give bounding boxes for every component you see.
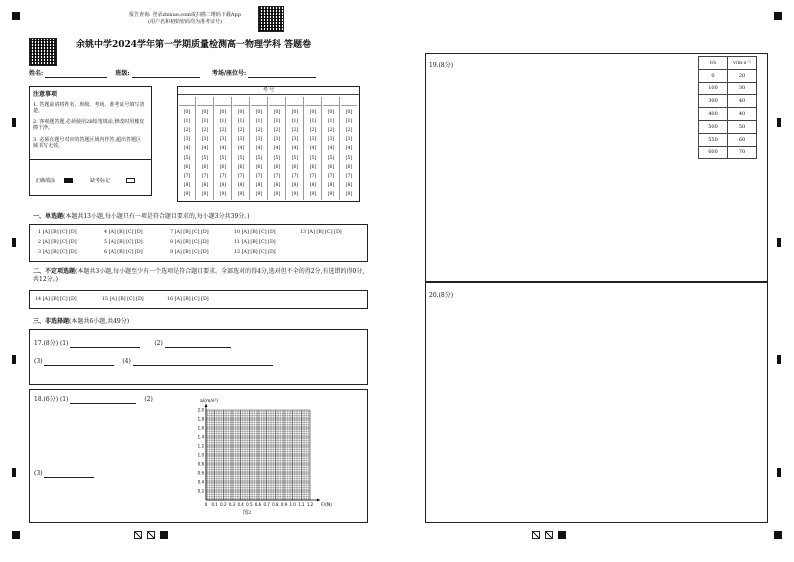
exam-digit-bubble[interactable]: [7] xyxy=(291,173,299,179)
exam-digit-bubble[interactable]: [4] xyxy=(309,146,317,152)
exam-digit-bubble[interactable]: [7] xyxy=(219,173,227,179)
exam-digit-bubble[interactable]: [6] xyxy=(309,164,317,170)
exam-digit-bubble[interactable]: [9] xyxy=(183,191,191,197)
exam-digit-bubble[interactable]: [6] xyxy=(219,164,227,170)
q19-data-table xyxy=(698,56,757,159)
exam-digit-bubble[interactable]: [3] xyxy=(309,137,317,143)
exam-digit-bubble[interactable]: [1] xyxy=(327,119,335,125)
exam-digit-bubble[interactable]: [4] xyxy=(201,146,209,152)
choice-group[interactable]: 14 [A] [B] [C] [D] xyxy=(35,297,77,302)
registration-mark xyxy=(12,238,16,247)
x-tick-label: 0.7 xyxy=(263,502,270,507)
registration-mark xyxy=(777,468,781,477)
exam-digit-bubble[interactable]: [3] xyxy=(201,137,209,143)
correct-fill-label: 正确填涂 xyxy=(35,178,56,184)
exam-number-column xyxy=(341,97,357,200)
exam-number-column xyxy=(305,97,322,200)
exam-digit-bubble[interactable]: [4] xyxy=(183,146,191,152)
exam-digit-bubble[interactable]: [0] xyxy=(255,110,263,115)
exam-digit-bubble[interactable]: [9] xyxy=(237,191,245,197)
exam-digit-bubble[interactable]: [7] xyxy=(273,173,281,179)
section1-desc: (本题共13小题,每小题只有一项是符合题目要求的,每小题3分共39分。) xyxy=(63,213,250,220)
timing-mark xyxy=(160,531,168,539)
exam-digit-bubble[interactable]: [3] xyxy=(219,137,227,143)
notice-item: 2. 客观题答题,必须使用2B铅笔填涂,修改时用橡皮擦干净。 xyxy=(33,119,145,131)
table-row xyxy=(699,82,757,95)
section1-heading: 一、单选题 xyxy=(33,213,64,220)
exam-digit-bubble[interactable]: [1] xyxy=(237,119,245,125)
section2-header xyxy=(33,268,368,284)
exam-number-column xyxy=(197,97,214,200)
table-cell: 500 xyxy=(699,120,728,133)
exam-digit-bubble[interactable]: [6] xyxy=(237,164,245,170)
exam-digit-bubble[interactable]: [9] xyxy=(219,191,227,197)
exam-digit-bubble[interactable]: [0] xyxy=(345,110,353,115)
x-tick-label: 0.9 xyxy=(280,502,288,507)
registration-mark xyxy=(774,531,782,539)
exam-digit-bubble[interactable]: [0] xyxy=(183,110,191,115)
qr-code-top xyxy=(258,6,284,32)
y-tick-label: 2.0 xyxy=(197,407,204,413)
table-header-cell: v/m·s⁻¹ xyxy=(728,57,757,70)
figure-caption: 图2 xyxy=(243,510,252,516)
exam-digit-bubble[interactable]: [6] xyxy=(291,164,299,170)
x-tick-label: 0.1 xyxy=(211,502,218,507)
exam-digit-bubble[interactable]: [5] xyxy=(345,155,353,161)
registration-mark xyxy=(12,531,20,539)
q19-label: 19.(8分) xyxy=(429,62,454,69)
exam-number-write-box[interactable] xyxy=(197,97,213,106)
exam-digit-bubble[interactable]: [9] xyxy=(291,191,299,197)
q17-part2-label: (2) xyxy=(154,340,163,347)
timing-mark xyxy=(558,531,566,539)
table-row xyxy=(699,108,757,121)
exam-digit-bubble[interactable]: [1] xyxy=(273,119,281,125)
choice-group[interactable]: 5 [A] [B] [C] [D] xyxy=(104,240,143,245)
exam-number-write-box[interactable] xyxy=(269,97,285,106)
q17-row1 xyxy=(34,340,231,348)
choice-group[interactable]: 12 [A] [B] [C] [D] xyxy=(234,250,276,255)
exam-digit-bubble[interactable]: [6] xyxy=(255,164,263,170)
name-label: 姓名: xyxy=(29,70,44,77)
exam-digit-bubble[interactable]: [5] xyxy=(273,155,281,161)
exam-digit-bubble[interactable]: [8] xyxy=(309,182,317,188)
exam-digit-bubble[interactable]: [2] xyxy=(237,128,245,134)
exam-digit-bubble[interactable]: [9] xyxy=(201,191,209,197)
header-line-1: 报告查询: 登录zhixue.com或扫描二维码下载App xyxy=(129,12,241,18)
y-tick-label: 1.6 xyxy=(197,425,204,431)
q18-part3-field[interactable] xyxy=(44,477,94,478)
exam-digit-bubble[interactable]: [3] xyxy=(291,137,299,143)
exam-digit-bubble[interactable]: [3] xyxy=(255,137,263,143)
exam-digit-bubble[interactable]: [9] xyxy=(327,191,335,197)
exam-digit-bubble[interactable]: [4] xyxy=(255,146,263,152)
exam-number-write-box[interactable] xyxy=(251,97,267,106)
exam-digit-bubble[interactable]: [9] xyxy=(345,191,353,197)
table-row xyxy=(699,120,757,133)
table-cell: 20 xyxy=(728,69,757,82)
exam-digit-bubble[interactable]: [5] xyxy=(291,155,299,161)
q17-answer-box xyxy=(29,329,368,385)
choice-group[interactable]: 11 [A] [B] [C] [D] xyxy=(234,240,276,245)
section1-header xyxy=(33,213,250,221)
registration-mark xyxy=(12,12,20,20)
exam-digit-bubble[interactable]: [2] xyxy=(345,128,353,134)
table-row xyxy=(699,146,757,159)
exam-digit-bubble[interactable]: [2] xyxy=(327,128,335,134)
graph-paper-chart xyxy=(190,395,330,520)
section3-heading: 三、非选择题 xyxy=(33,318,70,325)
x-tick-label: 0 xyxy=(204,502,208,507)
exam-digit-bubble[interactable]: [9] xyxy=(255,191,263,197)
exam-digit-bubble[interactable]: [3] xyxy=(183,137,191,143)
registration-mark xyxy=(12,468,16,477)
table-header-row xyxy=(699,57,757,70)
missing-mark-box[interactable] xyxy=(126,178,135,183)
exam-digit-bubble[interactable]: [8] xyxy=(183,182,191,188)
exam-digit-bubble[interactable]: [8] xyxy=(255,182,263,188)
missing-mark-label: 缺考标记 xyxy=(90,178,111,184)
exam-digit-bubble[interactable]: [7] xyxy=(183,173,191,179)
info-row xyxy=(29,70,316,78)
q20-answer-box xyxy=(425,282,768,523)
exam-digit-bubble[interactable]: [4] xyxy=(327,146,335,152)
choice-group[interactable]: 15 [A] [B] [C] [D] xyxy=(102,297,144,302)
exam-number-column xyxy=(215,97,232,200)
section2-desc: (本题共3小题,每小题至少有一个选项是符合题目要求。全部选对的得4分,选对但不全的得2分,有选错的得0分,共12分。) xyxy=(33,268,365,283)
exam-digit-bubble[interactable]: [8] xyxy=(237,182,245,188)
q18-part1-label: (1) xyxy=(59,396,69,403)
exam-digit-bubble[interactable]: [6] xyxy=(345,164,353,170)
y-tick-label: 0.6 xyxy=(197,470,204,476)
exam-digit-bubble[interactable]: [1] xyxy=(291,119,299,125)
choice-group[interactable]: 10 [A] [B] [C] [D] xyxy=(234,230,276,235)
exam-digit-bubble[interactable]: [0] xyxy=(201,110,209,115)
table-cell: 0 xyxy=(699,69,728,82)
exam-number-column xyxy=(269,97,286,200)
timing-mark xyxy=(545,531,553,539)
q17-part1-field[interactable] xyxy=(70,347,140,348)
exam-digit-bubble[interactable]: [8] xyxy=(201,182,209,188)
table-row xyxy=(699,95,757,108)
q18-row1 xyxy=(34,396,153,404)
exam-digit-bubble[interactable]: [0] xyxy=(219,110,227,115)
exam-digit-bubble[interactable]: [4] xyxy=(291,146,299,152)
exam-digit-bubble[interactable]: [2] xyxy=(183,128,191,134)
exam-digit-bubble[interactable]: [5] xyxy=(327,155,335,161)
exam-number-write-box[interactable] xyxy=(287,97,303,106)
exam-digit-bubble[interactable]: [8] xyxy=(345,182,353,188)
section2-heading: 二、不定项选题 xyxy=(33,268,76,275)
choice-group[interactable]: 9 [A] [B] [C] [D] xyxy=(170,250,209,255)
notice-title: 注意事项 xyxy=(33,91,58,98)
x-tick-label: 1.2 xyxy=(306,502,314,507)
exam-digit-bubble[interactable]: [7] xyxy=(255,173,263,179)
x-axis-arrow xyxy=(317,499,320,502)
exam-grid-divider xyxy=(178,94,359,95)
exam-digit-bubble[interactable]: [6] xyxy=(327,164,335,170)
registration-mark xyxy=(12,118,16,127)
class-field[interactable] xyxy=(132,77,200,78)
choice-group[interactable]: 7 [A] [B] [C] [D] xyxy=(170,230,209,235)
exam-digit-bubble[interactable]: [2] xyxy=(201,128,209,134)
exam-digit-bubble[interactable]: [5] xyxy=(255,155,263,161)
table-cell: 550 xyxy=(699,133,728,146)
exam-digit-bubble[interactable]: [1] xyxy=(255,119,263,125)
choice-group[interactable]: 1 [A] [B] [C] [D] xyxy=(38,230,77,235)
exam-digit-bubble[interactable]: [2] xyxy=(273,128,281,134)
exam-digit-bubble[interactable]: [4] xyxy=(219,146,227,152)
exam-digit-bubble[interactable]: [7] xyxy=(201,173,209,179)
exam-digit-bubble[interactable]: [8] xyxy=(219,182,227,188)
choice-group[interactable]: 6 [A] [B] [C] [D] xyxy=(104,250,143,255)
exam-digit-bubble[interactable]: [4] xyxy=(345,146,353,152)
x-tick-label: 0.8 xyxy=(272,502,279,507)
x-tick-label: 0.3 xyxy=(228,502,236,507)
table-row xyxy=(699,69,757,82)
table-cell: 100 xyxy=(699,82,728,95)
x-tick-label: 0.2 xyxy=(220,502,227,507)
exam-number-write-box[interactable] xyxy=(305,97,321,106)
exam-digit-bubble[interactable]: [5] xyxy=(183,155,191,161)
exam-digit-bubble[interactable]: [1] xyxy=(309,119,317,125)
exam-digit-bubble[interactable]: [0] xyxy=(309,110,317,115)
exam-digit-bubble[interactable]: [6] xyxy=(183,164,191,170)
exam-digit-bubble[interactable]: [7] xyxy=(345,173,353,179)
header-line-2: (用户名和初始密码均为准考证号) xyxy=(148,19,222,25)
exam-digit-bubble[interactable]: [1] xyxy=(201,119,209,125)
exam-digit-bubble[interactable]: [5] xyxy=(309,155,317,161)
notice-item: 1. 答题前请将姓名、班级、考场、准考证号填写清楚。 xyxy=(33,102,145,114)
section3-header xyxy=(33,318,129,326)
table-cell: 60 xyxy=(728,133,757,146)
choice-group[interactable]: 8 [A] [B] [C] [D] xyxy=(170,240,209,245)
class-label: 班级: xyxy=(115,70,130,77)
q17-part1-label: (1) xyxy=(59,340,69,347)
y-tick-label: 1.0 xyxy=(197,452,204,458)
table-cell: 70 xyxy=(728,146,757,159)
q18-part2-label: (2) xyxy=(144,396,153,403)
choice-group[interactable]: 13 [A] [B] [C] [D] xyxy=(300,230,342,235)
exam-digit-bubble[interactable]: [9] xyxy=(273,191,281,197)
seat-field[interactable] xyxy=(248,77,316,78)
y-tick-label: 0.8 xyxy=(197,461,204,467)
exam-digit-bubble[interactable]: [2] xyxy=(291,128,299,134)
qr-code-left xyxy=(29,38,57,66)
exam-number-column xyxy=(233,97,250,200)
exam-digit-bubble[interactable]: [3] xyxy=(345,137,353,143)
y-tick-label: 0.4 xyxy=(197,479,204,485)
exam-number-column xyxy=(287,97,304,200)
table-cell: 400 xyxy=(699,108,728,121)
exam-number-title: 考 号 xyxy=(262,87,275,93)
x-tick-label: 0.5 xyxy=(246,502,253,507)
table-cell: 600 xyxy=(699,146,728,159)
y-tick-label: 1.8 xyxy=(197,416,204,422)
notice-divider xyxy=(30,159,151,160)
exam-digit-bubble[interactable]: [9] xyxy=(309,191,317,197)
exam-digit-bubble[interactable]: [8] xyxy=(291,182,299,188)
q17-part4-label: (4) xyxy=(122,358,131,365)
section3-desc: (本题共6小题,共49分) xyxy=(69,318,130,325)
table-cell: 30 xyxy=(728,82,757,95)
exam-digit-bubble[interactable]: [5] xyxy=(219,155,227,161)
exam-digit-bubble[interactable]: [0] xyxy=(237,110,245,115)
exam-digit-bubble[interactable]: [1] xyxy=(345,119,353,125)
exam-number-write-box[interactable] xyxy=(323,97,339,106)
registration-mark xyxy=(777,238,781,247)
exam-number-write-box[interactable] xyxy=(341,97,357,106)
exam-number-column xyxy=(323,97,340,200)
exam-digit-bubble[interactable]: [1] xyxy=(183,119,191,125)
exam-number-write-box[interactable] xyxy=(215,97,231,106)
exam-digit-bubble[interactable]: [3] xyxy=(327,137,335,143)
q17-part3-field[interactable] xyxy=(44,365,114,366)
seat-label: 考场/座位号: xyxy=(211,70,247,77)
exam-digit-bubble[interactable]: [2] xyxy=(255,128,263,134)
exam-digit-bubble[interactable]: [7] xyxy=(327,173,335,179)
y-tick-label: 0.2 xyxy=(197,488,204,494)
table-cell: 50 xyxy=(728,120,757,133)
registration-mark xyxy=(12,355,16,364)
exam-digit-bubble[interactable]: [0] xyxy=(291,110,299,115)
table-cell: 40 xyxy=(728,95,757,108)
exam-digit-bubble[interactable]: [2] xyxy=(309,128,317,134)
q17-row2 xyxy=(34,358,273,366)
exam-digit-bubble[interactable]: [8] xyxy=(273,182,281,188)
exam-digit-bubble[interactable]: [1] xyxy=(219,119,227,125)
y-tick-label: 1.2 xyxy=(197,443,204,449)
exam-digit-bubble[interactable]: [0] xyxy=(327,110,335,115)
q18-part1-field[interactable] xyxy=(70,403,136,404)
x-tick-label: 1.1 xyxy=(298,502,305,507)
registration-mark xyxy=(777,355,781,364)
exam-number-write-box[interactable] xyxy=(233,97,249,106)
x-tick-label: 1.0 xyxy=(289,502,296,507)
page-title: 余姚中学2024学年第一学期质量检测高一物理学科 答题卷 xyxy=(76,40,312,50)
table-cell: 40 xyxy=(728,108,757,121)
y-axis-arrow xyxy=(205,404,208,407)
table-cell: 300 xyxy=(699,95,728,108)
q18-part3-label: (3) xyxy=(34,470,43,477)
exam-digit-bubble[interactable]: [5] xyxy=(201,155,209,161)
correct-fill-sample xyxy=(64,178,73,183)
notice-item: 3. 必须在题号对应的答题区域内作答,超出答题区域书写无效。 xyxy=(33,137,141,149)
timing-mark xyxy=(147,531,155,539)
choice-group[interactable]: 16 [A] [B] [C] [D] xyxy=(167,297,209,302)
x-tick-label: 0.6 xyxy=(254,502,262,507)
name-field[interactable] xyxy=(45,77,107,78)
timing-mark xyxy=(134,531,142,539)
timing-mark xyxy=(532,531,540,539)
choice-group[interactable]: 4 [A] [B] [C] [D] xyxy=(104,230,143,235)
exam-digit-bubble[interactable]: [8] xyxy=(327,182,335,188)
exam-digit-bubble[interactable]: [7] xyxy=(237,173,245,179)
q17-part3-label: (3) xyxy=(34,358,43,365)
table-header-cell: t/s xyxy=(699,57,728,70)
x-tick-label: 0.4 xyxy=(237,502,244,507)
exam-digit-bubble[interactable]: [5] xyxy=(237,155,245,161)
choice-group[interactable]: 2 [A] [B] [C] [D] xyxy=(38,240,77,245)
choice-group[interactable]: 3 [A] [B] [C] [D] xyxy=(38,250,77,255)
q18-label: 18.(6分) xyxy=(34,396,59,403)
exam-digit-bubble[interactable]: [4] xyxy=(237,146,245,152)
table-row xyxy=(699,133,757,146)
exam-number-write-box[interactable] xyxy=(179,97,195,106)
x-axis-label: F/(N) xyxy=(321,503,332,508)
q20-label: 20.(8分) xyxy=(429,292,454,299)
exam-digit-bubble[interactable]: [3] xyxy=(237,137,245,143)
exam-number-column xyxy=(179,97,196,200)
registration-mark xyxy=(774,12,782,20)
exam-digit-bubble[interactable]: [6] xyxy=(201,164,209,170)
exam-digit-bubble[interactable]: [4] xyxy=(273,146,281,152)
exam-digit-bubble[interactable]: [3] xyxy=(273,137,281,143)
exam-number-column xyxy=(251,97,268,200)
exam-digit-bubble[interactable]: [7] xyxy=(309,173,317,179)
q17-part4-field[interactable] xyxy=(133,365,273,366)
exam-digit-bubble[interactable]: [0] xyxy=(273,110,281,115)
y-axis-label: a/(m/s²) xyxy=(200,399,218,404)
exam-digit-bubble[interactable]: [2] xyxy=(219,128,227,134)
registration-mark xyxy=(777,118,781,127)
exam-digit-bubble[interactable]: [6] xyxy=(273,164,281,170)
y-tick-label: 1.4 xyxy=(197,434,204,440)
q17-part2-field[interactable] xyxy=(165,347,231,348)
q18-row2 xyxy=(34,470,94,478)
q17-label: 17.(8分) xyxy=(34,340,59,347)
